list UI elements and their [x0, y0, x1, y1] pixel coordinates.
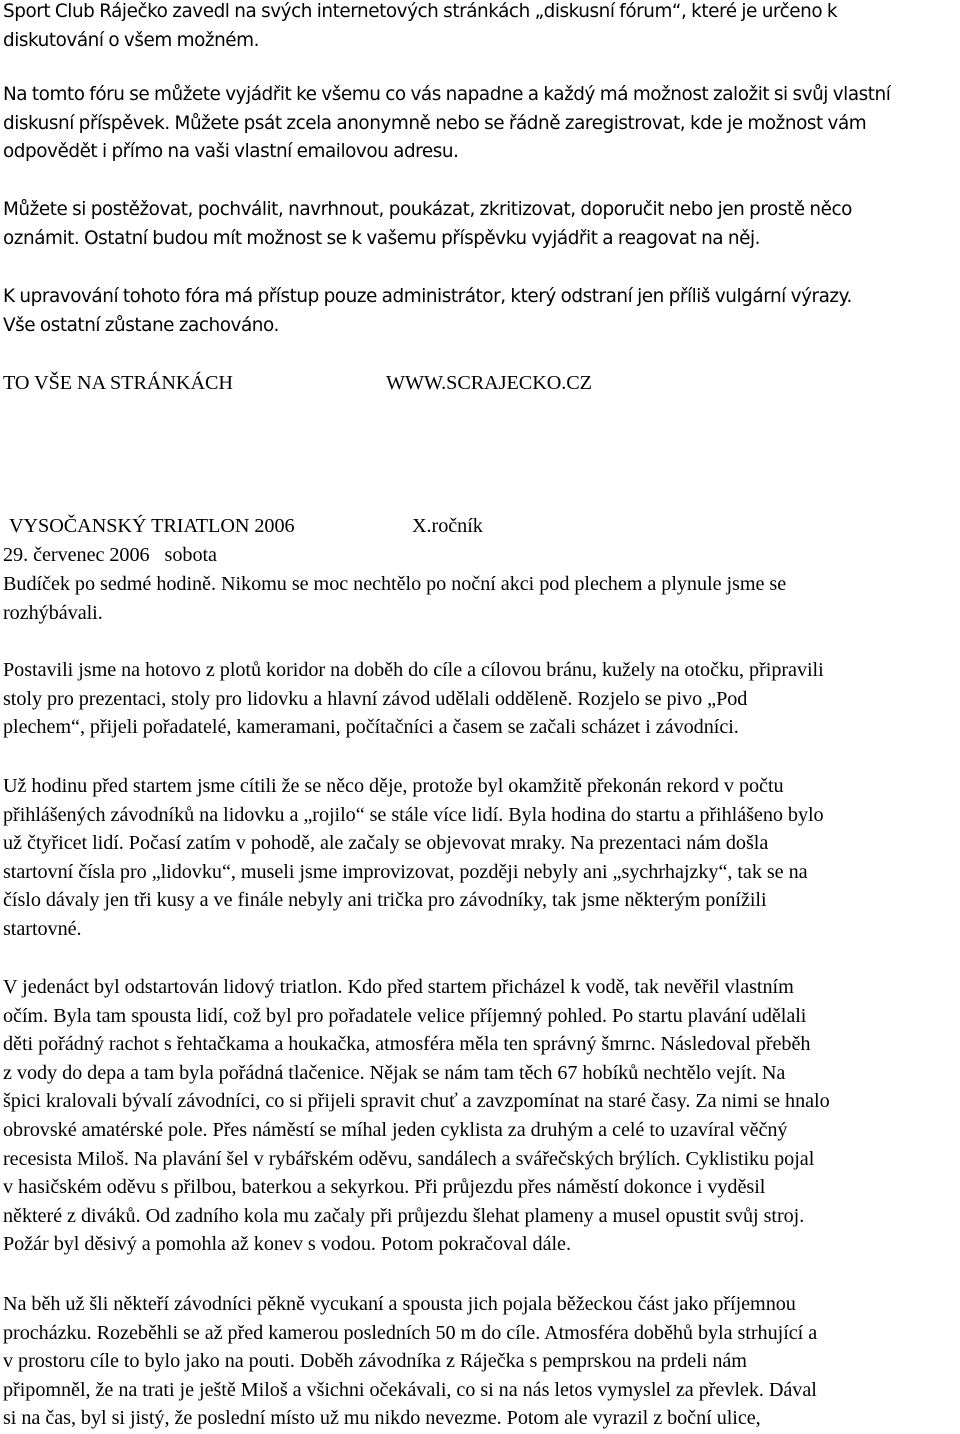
website-caption: TO VŠE NA STRÁNKÁCH	[3, 372, 233, 394]
website-url: WWW.SCRAJECKO.CZ	[386, 372, 592, 394]
text-line: připomněl, že na trati je ještě Miloš a všichni očekávali, co si na nás letos vymyslel za převlek. Dával	[3, 1378, 817, 1401]
text-line: Postavili jsme na hotovo z plotů koridor na doběh do cíle a cílovou bránu, kužely na otočku, připravili	[3, 659, 824, 681]
article-date	[3, 541, 960, 570]
text-line: Budíček po sedmé hodině. Nikomu se moc nechtělo po noční akci pod plechem a plynule jsme se	[3, 573, 787, 595]
text-line: obrovské amatérské pole. Přes náměstí se míhal jeden cyklista za druhým a celé to uzavíral věčný	[3, 1118, 788, 1141]
article-edition: X.ročník	[412, 515, 483, 537]
text-line: číslo dávaly jen tři kusy a ve finále nebyly ani trička pro závodníky, tak jsme některým ponížili	[3, 889, 767, 912]
text-line: už čtyřicet lidí. Počasí zatím v pohodě, ale začaly se objevovat mraky. Na prezentaci nám došla	[3, 832, 769, 855]
text-line: odpovědět i přímo na vaši vlastní emailovou adresu.	[3, 141, 459, 163]
text-line: startovní čísla pro „lidovku“, museli jsme improvizovat, později nebyly ani „sychrhajzky“, tak se na	[3, 860, 808, 883]
text-line: očím. Byla tam spousta lidí, což byl pro pořadatele velice příjemný pohled. Po startu plavání udělali	[3, 1004, 807, 1027]
article-title-line	[3, 512, 960, 541]
text-line: některé z diváků. Od zadního kola mu začaly při průjezdu šlehat plameny a musel opustit svůj stroj.	[3, 1204, 805, 1227]
intro-paragraph-1	[3, 0, 960, 55]
text-line: oznámit. Ostatní budou mít možnost se k vašemu příspěvku vyjádřit a reagovat na něj.	[3, 227, 761, 249]
intro-paragraph-4	[3, 283, 960, 340]
text-line: Sport Club Ráječko zavedl na svých internetových stránkách „diskusní fórum“, které je určeno k	[3, 1, 838, 22]
article-paragraph-2	[3, 656, 960, 742]
text-line: z vody do depa a tam byla pořádná tlačenice. Nějak se nám tam těch 67 hobíků nechtělo vejít. Na	[3, 1061, 786, 1084]
date-line: 29. červenec 2006 sobota	[3, 544, 217, 566]
text-line: Požár byl děsivý a pomohla až konev s vodou. Potom pokračoval dále.	[3, 1233, 571, 1256]
article-paragraph-5	[3, 1290, 960, 1433]
text-line: si na čas, byl si jistý, že poslední místo už mu nikdo nevezme. Potom ale vyrazil z boční ulice,	[3, 1407, 761, 1430]
text-line: rozhýbávali.	[3, 601, 103, 624]
text-line: recesista Miloš. Na plavání šel v rybářském oděvu, sandálech a svářečských brýlích. Cyklistiku pojal	[3, 1147, 815, 1170]
article-title: VYSOČANSKÝ TRIATLON 2006	[9, 515, 295, 537]
text-line: v prostoru cíle to bylo jako na pouti. Doběh závodníka z Ráječka s pemprskou na prdeli nám	[3, 1350, 747, 1373]
text-line: diskusní příspěvek. Můžete psát zcela anonymně nebo se řádně zaregistrovat, kde je možnost vám	[3, 112, 867, 134]
text-line: špici kralovali bývalí závodníci, co si přijeli spravit chuť a zavzpomínat na staré časy. Za nimi se hnalo	[3, 1090, 830, 1113]
text-line: startovné.	[3, 917, 82, 940]
website-line	[3, 369, 960, 398]
article-paragraph-3	[3, 772, 960, 944]
text-line: Na tomto fóru se můžete vyjádřit ke všemu co vás napadne a každý má možnost založit si svůj vlastní	[3, 84, 891, 105]
text-line: Na běh už šli někteří závodníci pěkně vycukaní a spousta jich pojala běžeckou část jako příjemnou	[3, 1293, 796, 1315]
intro-paragraph-2	[3, 81, 960, 167]
intro-paragraph-3	[3, 196, 960, 253]
text-line: Už hodinu před startem jsme cítili že se něco děje, protože byl okamžitě překonán rekord v počtu	[3, 775, 784, 797]
text-line: V jedenáct byl odstartován lidový triatlon. Kdo před startem přicházel k vodě, tak nevěřil vlastním	[3, 976, 794, 998]
text-line: procházku. Rozeběhli se až před kamerou posledních 50 m do cíle. Atmosféra doběhů byla strhující a	[3, 1321, 818, 1344]
text-line: stoly pro prezentaci, stoly pro lidovku a hlavní závod udělali odděleně. Rozjelo se pivo „Pod	[3, 687, 748, 710]
article-paragraph-1	[3, 570, 960, 627]
article-paragraph-4	[3, 973, 960, 1259]
text-line: Vše ostatní zůstane zachováno.	[3, 314, 279, 336]
text-line: v hasičském oděvu s přilbou, baterkou a sekyrkou. Při průjezdu přes náměstí dokonce i vyděsil	[3, 1176, 766, 1199]
text-line: děti pořádný rachot s řehtačkama a houkačka, atmosféra měla ten správný šmrnc. Následoval přeběh	[3, 1033, 811, 1056]
text-line: přihlášených závodníků na lidovku a „rojilo“ se stále více lidí. Byla hodina do startu a přihlášeno bylo	[3, 803, 824, 826]
text-line: K upravování tohoto fóra má přístup pouze administrátor, který odstraní jen příliš vulgární výrazy.	[3, 286, 852, 307]
text-line: Můžete si postěžovat, pochválit, navrhnout, poukázat, zkritizovat, doporučit nebo jen prostě něco	[3, 199, 852, 220]
text-line: diskutování o všem možném.	[3, 29, 260, 51]
text-line: plechem“, přijeli pořadatelé, kameramani, počítačníci a časem se začali scházet i závodníci.	[3, 716, 739, 739]
